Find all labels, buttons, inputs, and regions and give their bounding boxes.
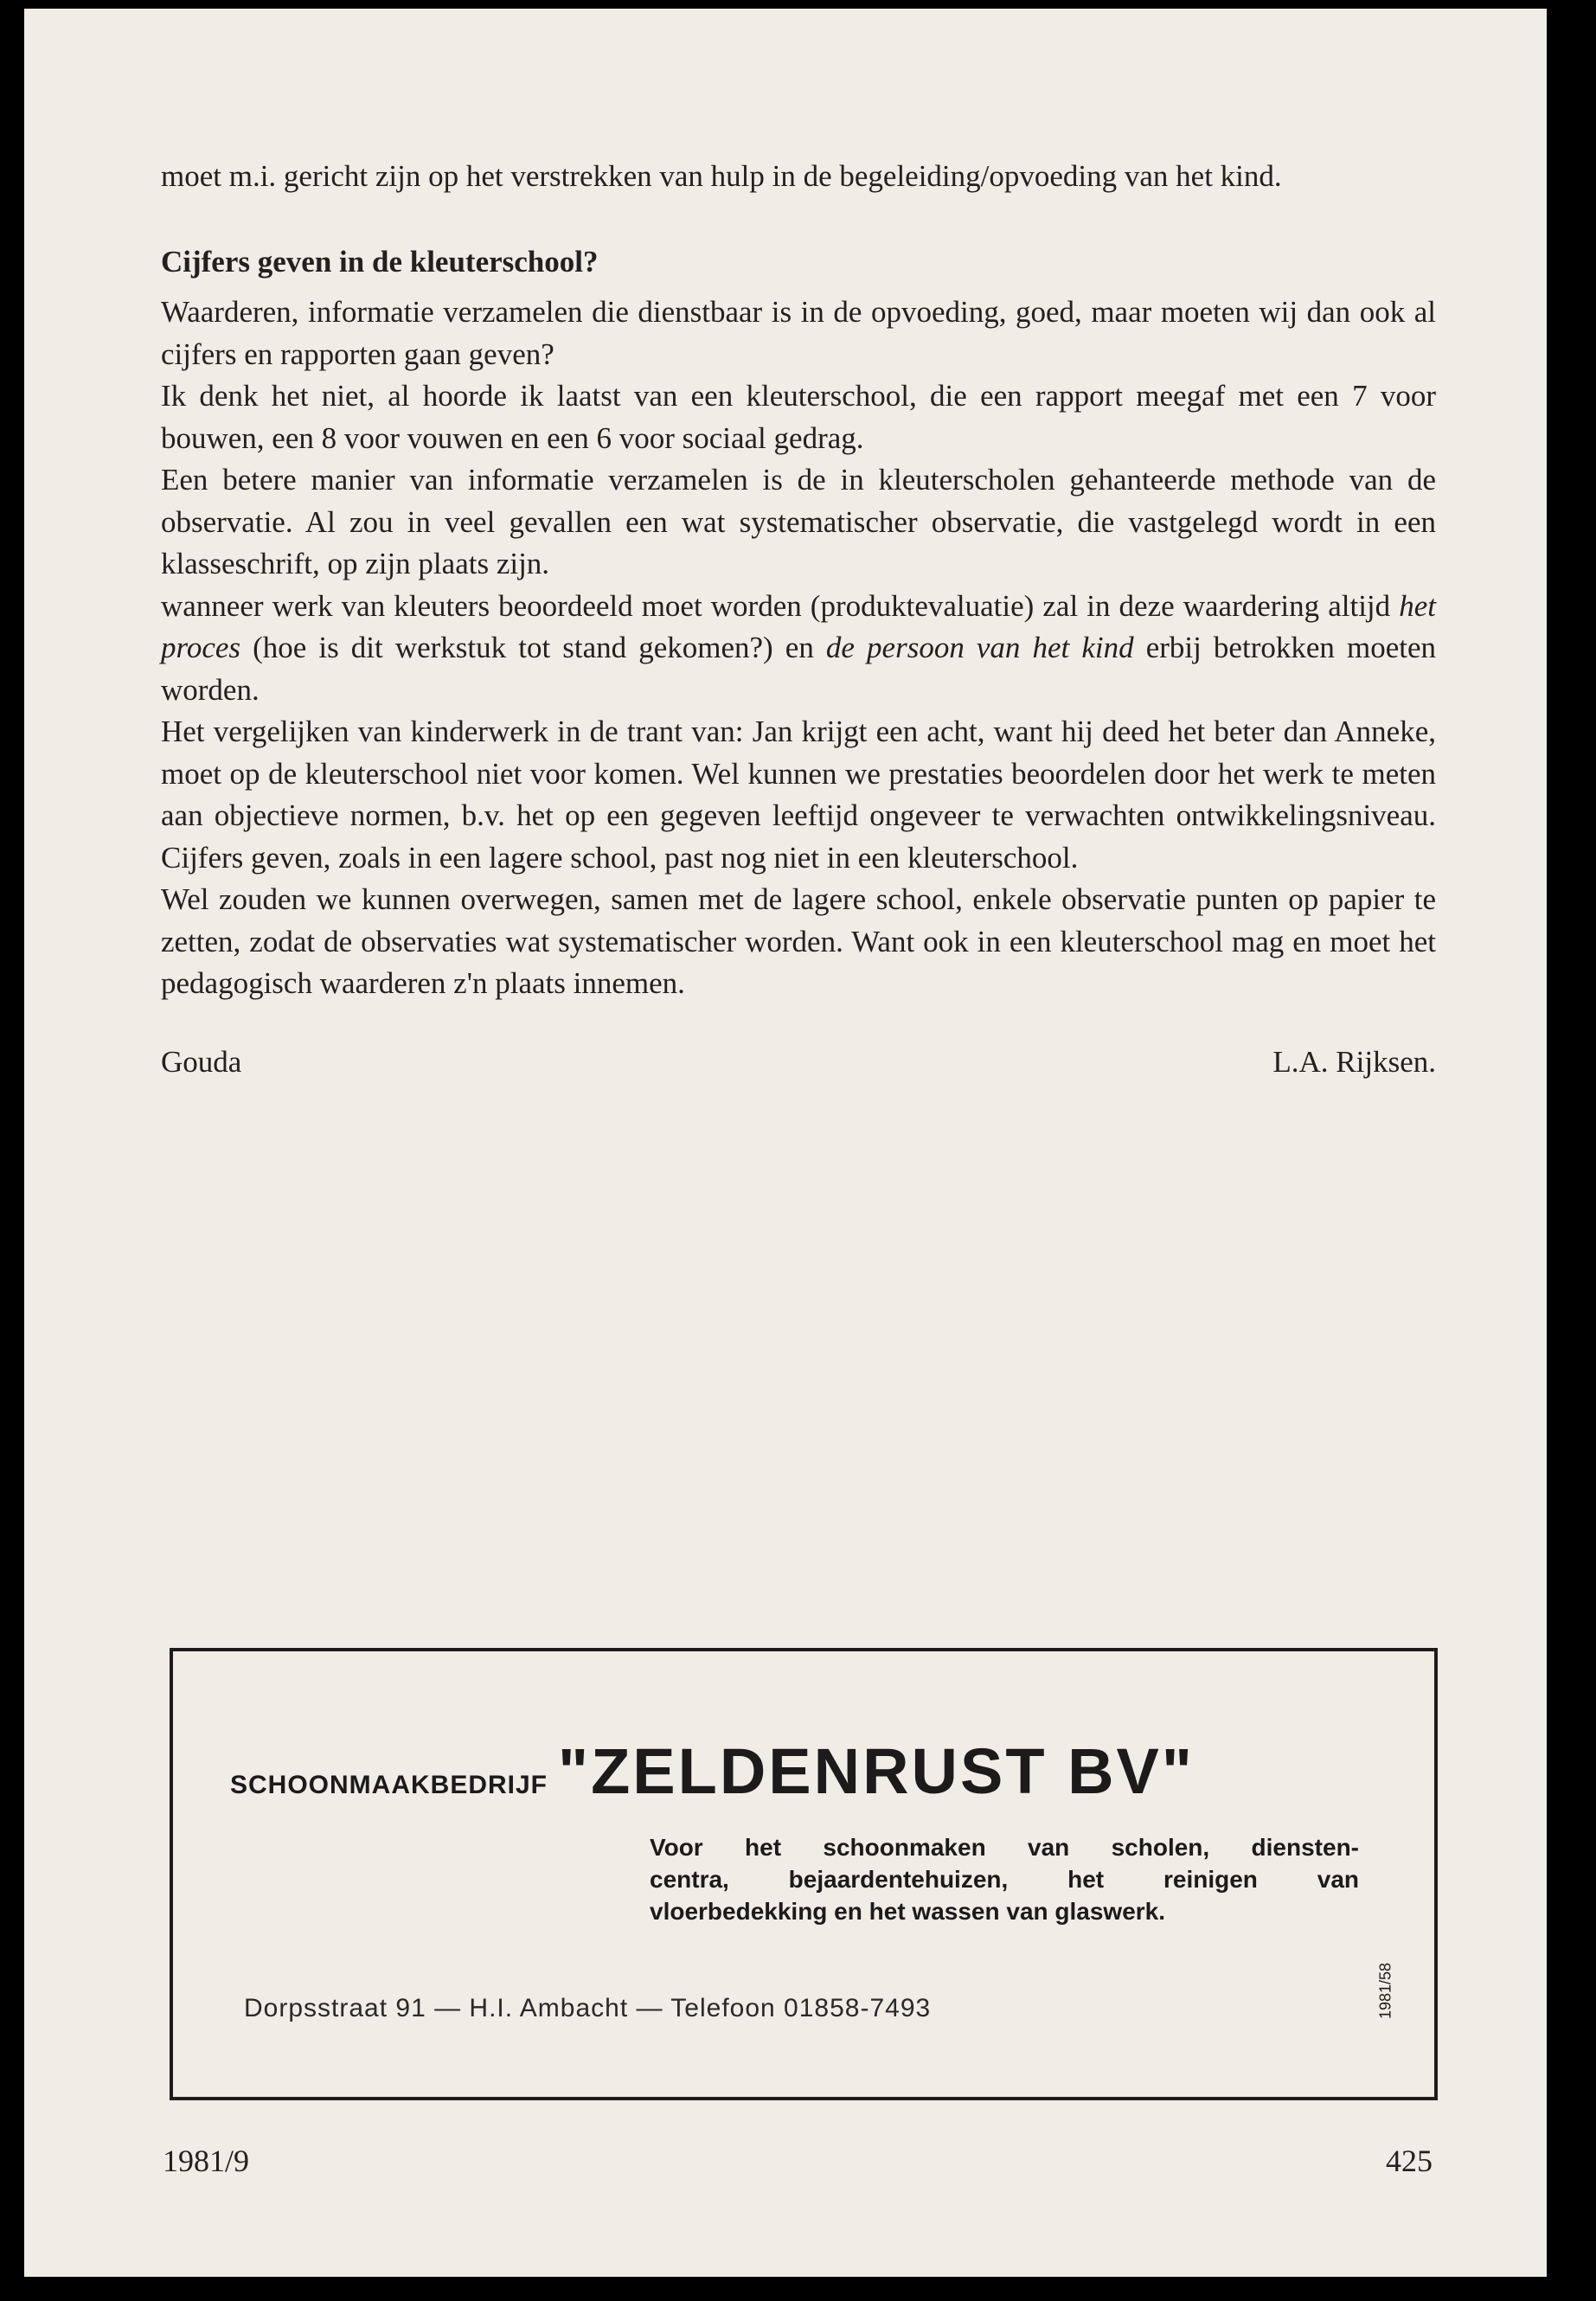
paragraph-4-text-c: erbij betrokken moeten worden. (161, 631, 1436, 707)
paragraph-6: Wel zouden we kunnen overwegen, samen met de lagere school, enkele observatie punten op papier te zetten, zodat de observaties wat systematischer worden. Want ook in een kleuterschool mag en moet het pedagogisch waarderen z'n plaats innemen. (161, 882, 1436, 1000)
issue-number: 1981/9 (163, 2144, 250, 2178)
section-heading: Cijfers geven in de kleuterschool? (161, 244, 599, 279)
advertisement-description-line: Voor het schoonmaken van scholen, diensten- (650, 1834, 1359, 1861)
signature-line (161, 1042, 1436, 1084)
advertisement-box (170, 1648, 1438, 2100)
signature-place: Gouda (161, 1044, 242, 1079)
page-footer (163, 2143, 1433, 2179)
page-number: 425 (1386, 2144, 1433, 2178)
paragraph-3: Een betere manier van informatie verzamelen is de in kleuterscholen gehanteerde methode van de observatie. Al zou in veel gevallen een wat systematischer observatie, die vastgelegd wordt in een klasseschrift, op zijn plaats zijn. (161, 463, 1436, 580)
paragraph-4-emphasis-1: het proces (161, 588, 1436, 664)
advertisement-description-line: vloerbedekking en het wassen van glaswerk. (650, 1898, 1166, 1925)
article-body (161, 156, 1436, 1083)
paragraph-2: Ik denk het niet, al hoorde ik laatst van een kleuterschool, die een rapport meegaf met een 7 voor bouwen, een 8 voor vouwen en een 6 voor sociaal gedrag. (161, 379, 1436, 455)
paragraph-4-emphasis-2: de persoon van het kind (825, 631, 1134, 664)
advertisement-description-line: centra, bejaardentehuizen, het reinigen van (650, 1866, 1359, 1893)
signature-author: L.A. Rijksen. (1272, 1044, 1436, 1079)
advertisement-company-name: "ZELDENRUST BV" (558, 1735, 1195, 1807)
advertisement-code: 1981/58 (1376, 1962, 1394, 2020)
advertisement-prefix: SCHOONMAAKBEDRIJF (230, 1771, 548, 1799)
advertisement-header (230, 1734, 1195, 1808)
paragraph-4-text-a: wanneer werk van kleuters beoordeeld moet worden (produktevaluatie) zal in deze waardering altijd (161, 588, 1400, 623)
advertisement-description (650, 1831, 1359, 1927)
advertisement-address: Dorpsstraat 91 — H.I. Ambacht — Telefoon 01858-7493 (244, 1994, 932, 2022)
paragraph-5: Het vergelijken van kinderwerk in de trant van: Jan krijgt een acht, want hij deed het beter dan Anneke, moet op de kleuterschool niet voor komen. Wel kunnen we prestaties beoordelen door het werk te meten aan objectieve normen, b.v. het op een gegeven leeftijd ongeveer te verwachten ontwikkelingsniveau. Cijfers geven, zoals in een lagere school, past nog niet in een kleuterschool. (161, 715, 1436, 875)
intro-paragraph: moet m.i. gericht zijn op het verstrekken van hulp in de begeleiding/opvoeding van het kind. (161, 159, 1282, 193)
page (24, 9, 1547, 2277)
paragraph-4 (161, 586, 1436, 712)
paragraph-4-text-b: (hoe is dit werkstuk tot stand gekomen?) en (240, 631, 826, 664)
paragraph-1: Waarderen, informatie verzamelen die dienstbaar is in de opvoeding, goed, maar moeten wij dan ook al cijfers en rapporten gaan geven? (161, 295, 1436, 371)
